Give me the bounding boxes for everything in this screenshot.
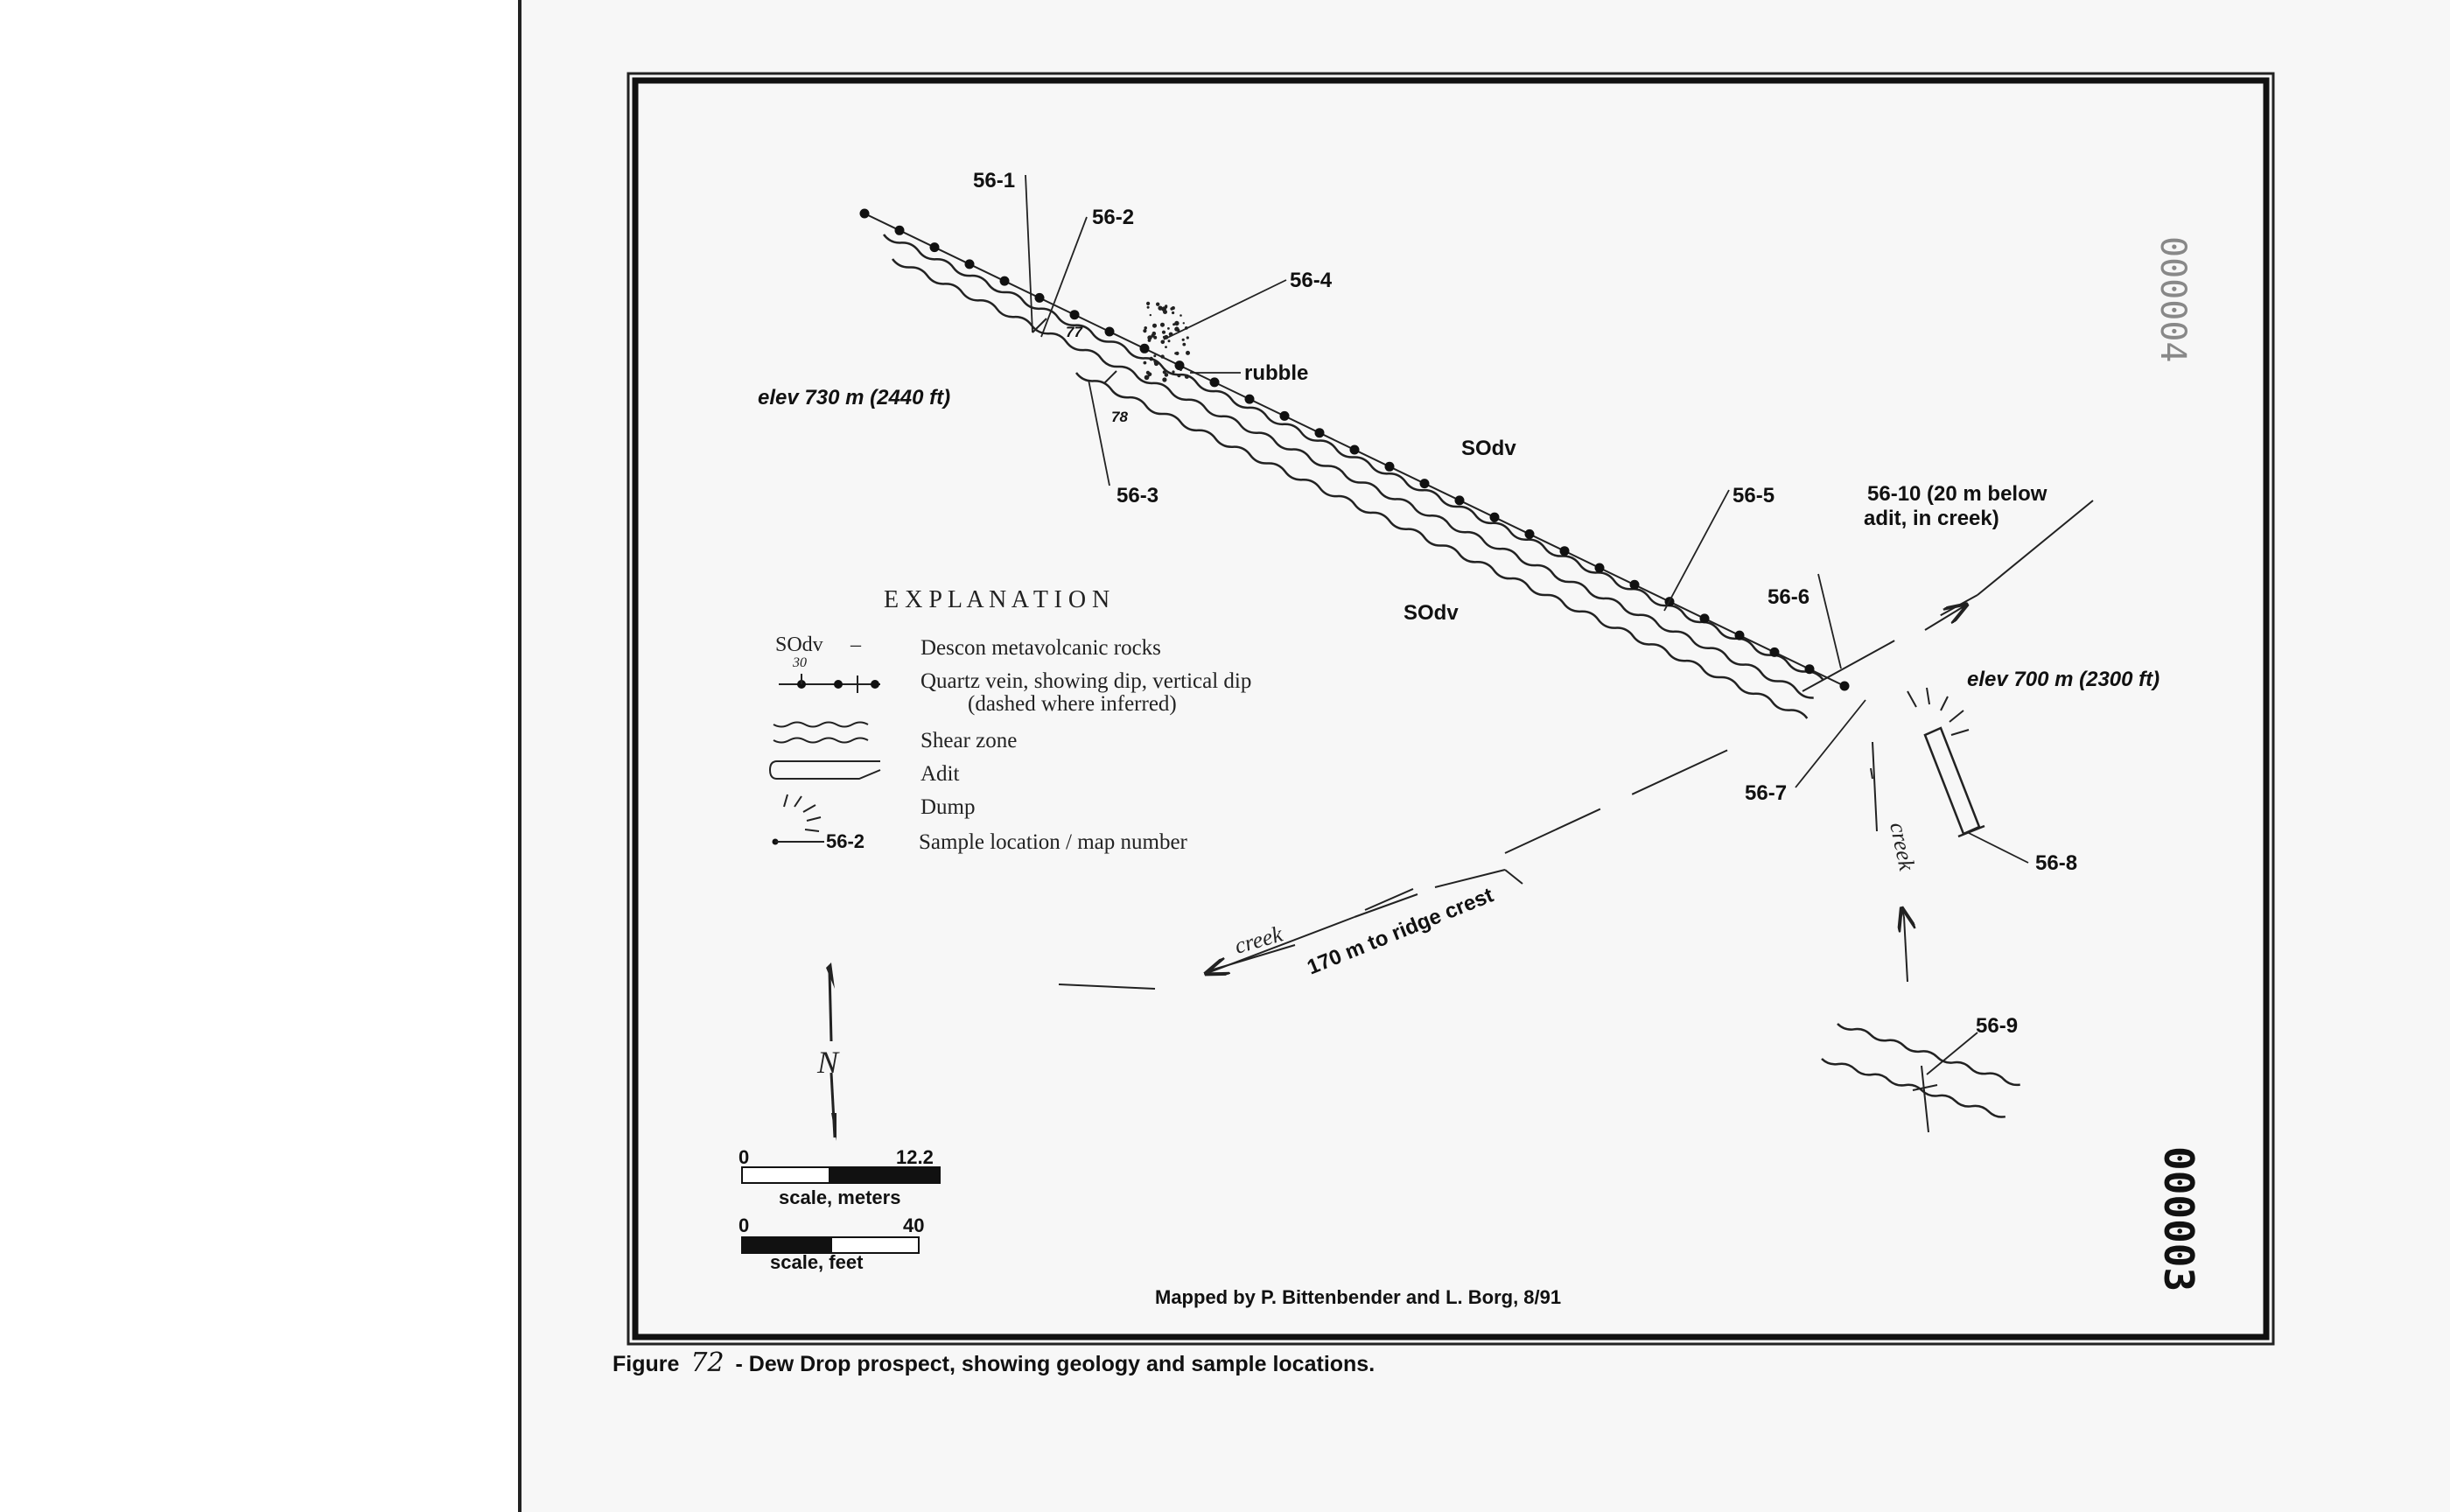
label-rubble: rubble	[1244, 361, 1309, 385]
caption-prefix: Figure	[612, 1352, 680, 1376]
adit	[1925, 728, 1984, 836]
legend-unit-desc: Descon metavolcanic rocks	[920, 636, 1161, 660]
label-56-9: 56-9	[1976, 1014, 2019, 1038]
scale-meters-max: 12.2	[896, 1146, 934, 1168]
legend-unit-dash: –	[850, 634, 861, 656]
figure-caption	[612, 1348, 1375, 1378]
label-creek-west: creek	[1231, 920, 1285, 959]
map-border	[628, 74, 2273, 1344]
legend-dump-symbol	[784, 794, 821, 831]
legend-vein-symbol	[779, 655, 880, 693]
quartz-vein	[860, 209, 1850, 691]
label-56-8: 56-8	[2035, 851, 2078, 875]
caption-number: 72	[690, 1348, 724, 1378]
explanation	[770, 586, 1251, 854]
label-ridge-crest: 170 m to ridge crest	[1304, 883, 1497, 980]
label-56-6: 56-6	[1768, 585, 1810, 609]
label-56-10-line2: adit, in creek)	[1864, 507, 1999, 530]
dip-77: 77	[1066, 324, 1082, 340]
scale-feet-label: scale, feet	[770, 1251, 864, 1273]
label-56-1: 56-1	[973, 169, 1016, 192]
scale-feet-max: 40	[903, 1214, 925, 1236]
legend-dump-desc: Dump	[920, 795, 976, 819]
label-56-10-line1: 56-10 (20 m below	[1867, 482, 2048, 506]
stamp-top: 000004	[2152, 236, 2193, 363]
label-credit: Mapped by P. Bittenbender and L. Borg, 8/91	[1155, 1286, 1562, 1308]
legend-vein-desc-1: Quartz vein, showing dip, vertical dip	[920, 669, 1252, 693]
label-56-5: 56-5	[1732, 484, 1775, 508]
label-56-3: 56-3	[1116, 484, 1159, 508]
dump-symbol	[1908, 688, 1969, 735]
explanation-title: E X P L A N A T I O N	[884, 586, 1110, 613]
scale-feet-min: 0	[738, 1214, 750, 1236]
scale-meters-min: 0	[738, 1146, 750, 1168]
north-label: N	[817, 1045, 839, 1080]
label-sodv-north: SOdv	[1461, 437, 1516, 460]
leader-lines	[1026, 175, 2028, 1074]
legend-unit-symbol: SOdv	[775, 634, 823, 656]
legend-adit-desc: Adit	[920, 762, 960, 786]
legend-sample-symbol	[773, 830, 865, 852]
scale-feet	[738, 1214, 924, 1273]
label-elev-west: elev 730 m (2440 ft)	[758, 386, 951, 410]
legend-sample-num: 56-2	[826, 830, 865, 852]
label-56-2: 56-2	[1092, 206, 1135, 229]
label-56-4: 56-4	[1290, 269, 1333, 292]
caption-text: - Dew Drop prospect, showing geology and sample locations.	[735, 1352, 1376, 1376]
legend-adit-symbol	[770, 761, 880, 779]
dip-78: 78	[1111, 409, 1128, 425]
label-creek-south: creek	[1885, 820, 1921, 873]
scale-meters-label: scale, meters	[779, 1186, 901, 1208]
label-elev-east: elev 700 m (2300 ft)	[1967, 668, 2160, 691]
legend-shear-desc: Shear zone	[920, 729, 1018, 752]
legend-shear-symbol	[774, 723, 868, 743]
stamp-bottom: 000003	[2155, 1146, 2202, 1292]
vein-dots	[860, 209, 1850, 691]
legend-sample-desc: Sample location / map number	[919, 830, 1187, 854]
north-arrow	[816, 962, 840, 1141]
label-56-7: 56-7	[1745, 781, 1788, 805]
legend-vein-desc-2: (dashed where inferred)	[968, 692, 1177, 716]
label-sodv-south: SOdv	[1404, 601, 1459, 625]
legend-vein-dip: 30	[793, 655, 807, 670]
vein-56-9	[1913, 1066, 1937, 1132]
creek-west	[1059, 500, 2093, 989]
scale-meters	[738, 1146, 940, 1208]
